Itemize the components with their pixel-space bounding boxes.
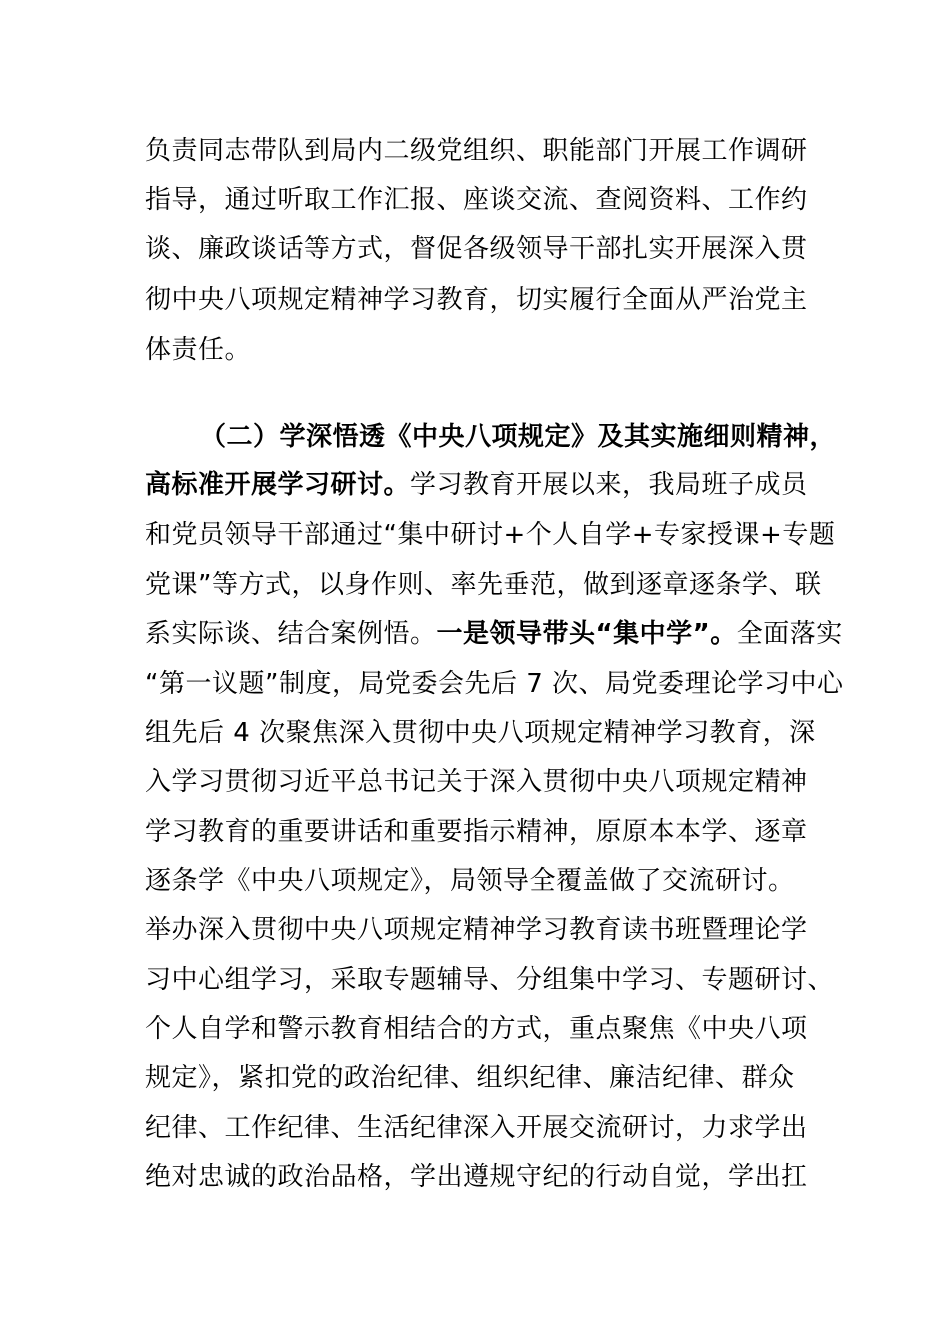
paragraph-line: 绝对忠诚的政治品格，学出遵规守纪的行动自觉，学出扛 [145, 1162, 808, 1192]
paragraph-line: 负责同志带队到局内二级党组织、职能部门开展工作调研 [145, 136, 808, 166]
paragraph-line: 个人自学和警示教育相结合的方式，重点聚焦《中央八项 [145, 1014, 808, 1044]
paragraph-line: 党课”等方式，以身作则、率先垂范，做到逐章逐条学、联 [145, 570, 822, 600]
paragraph-line [145, 614, 843, 654]
subsection-lead: 一是领导带头“集中学”。 [436, 619, 737, 649]
section-heading-continued: 高标准开展学习研讨。 [145, 470, 411, 500]
paragraph-line: 学习教育的重要讲话和重要指示精神，原原本本学、逐章 [145, 817, 808, 847]
paragraph-line: 规定》，紧扣党的政治纪律、组织纪律、廉洁纪律、群众 [145, 1063, 795, 1093]
paragraph-line: 彻中央八项规定精神学习教育，切实履行全面从严治党主 [145, 285, 808, 315]
paragraph-line [145, 465, 825, 505]
paragraph-line: 指导，通过听取工作汇报、座谈交流、查阅资料、工作约 [145, 185, 808, 215]
paragraph-line: 逐条学《中央八项规定》，局领导全覆盖做了交流研讨。 [145, 866, 795, 896]
paragraph-line: 和党员领导干部通过“集中研讨+个人自学+专家授课+专题 [145, 520, 836, 550]
paragraph-line: 入学习贯彻习近平总书记关于深入贯彻中央八项规定精神 [145, 767, 808, 797]
paragraph-line: 体责任。 [145, 335, 252, 365]
body-text: 学习教育开展以来，我局班子成员 [410, 470, 808, 500]
section-heading: （二）学深悟透《中央八项规定》及其实施细则精神， [200, 422, 837, 452]
paragraph-line: “第一议题”制度，局党委会先后 7 次、局党委理论学习中心 [145, 669, 844, 699]
paragraph-line: 谈、廉政谈话等方式，督促各级领导干部扎实开展深入贯 [145, 234, 808, 264]
paragraph-line: 组先后 4 次聚焦深入贯彻中央八项规定精神学习教育，深 [145, 718, 816, 748]
body-text: 全面落实 [736, 619, 843, 649]
paragraph-line: 纪律、工作纪律、生活纪律深入开展交流研讨，力求学出 [145, 1113, 808, 1143]
paragraph-line: 习中心组学习，采取专题辅导、分组集中学习、专题研讨、 [145, 965, 835, 995]
body-text: 系实际谈、结合案例悟。 [145, 619, 437, 649]
paragraph-line: 举办深入贯彻中央八项规定精神学习教育读书班暨理论学 [145, 915, 808, 945]
